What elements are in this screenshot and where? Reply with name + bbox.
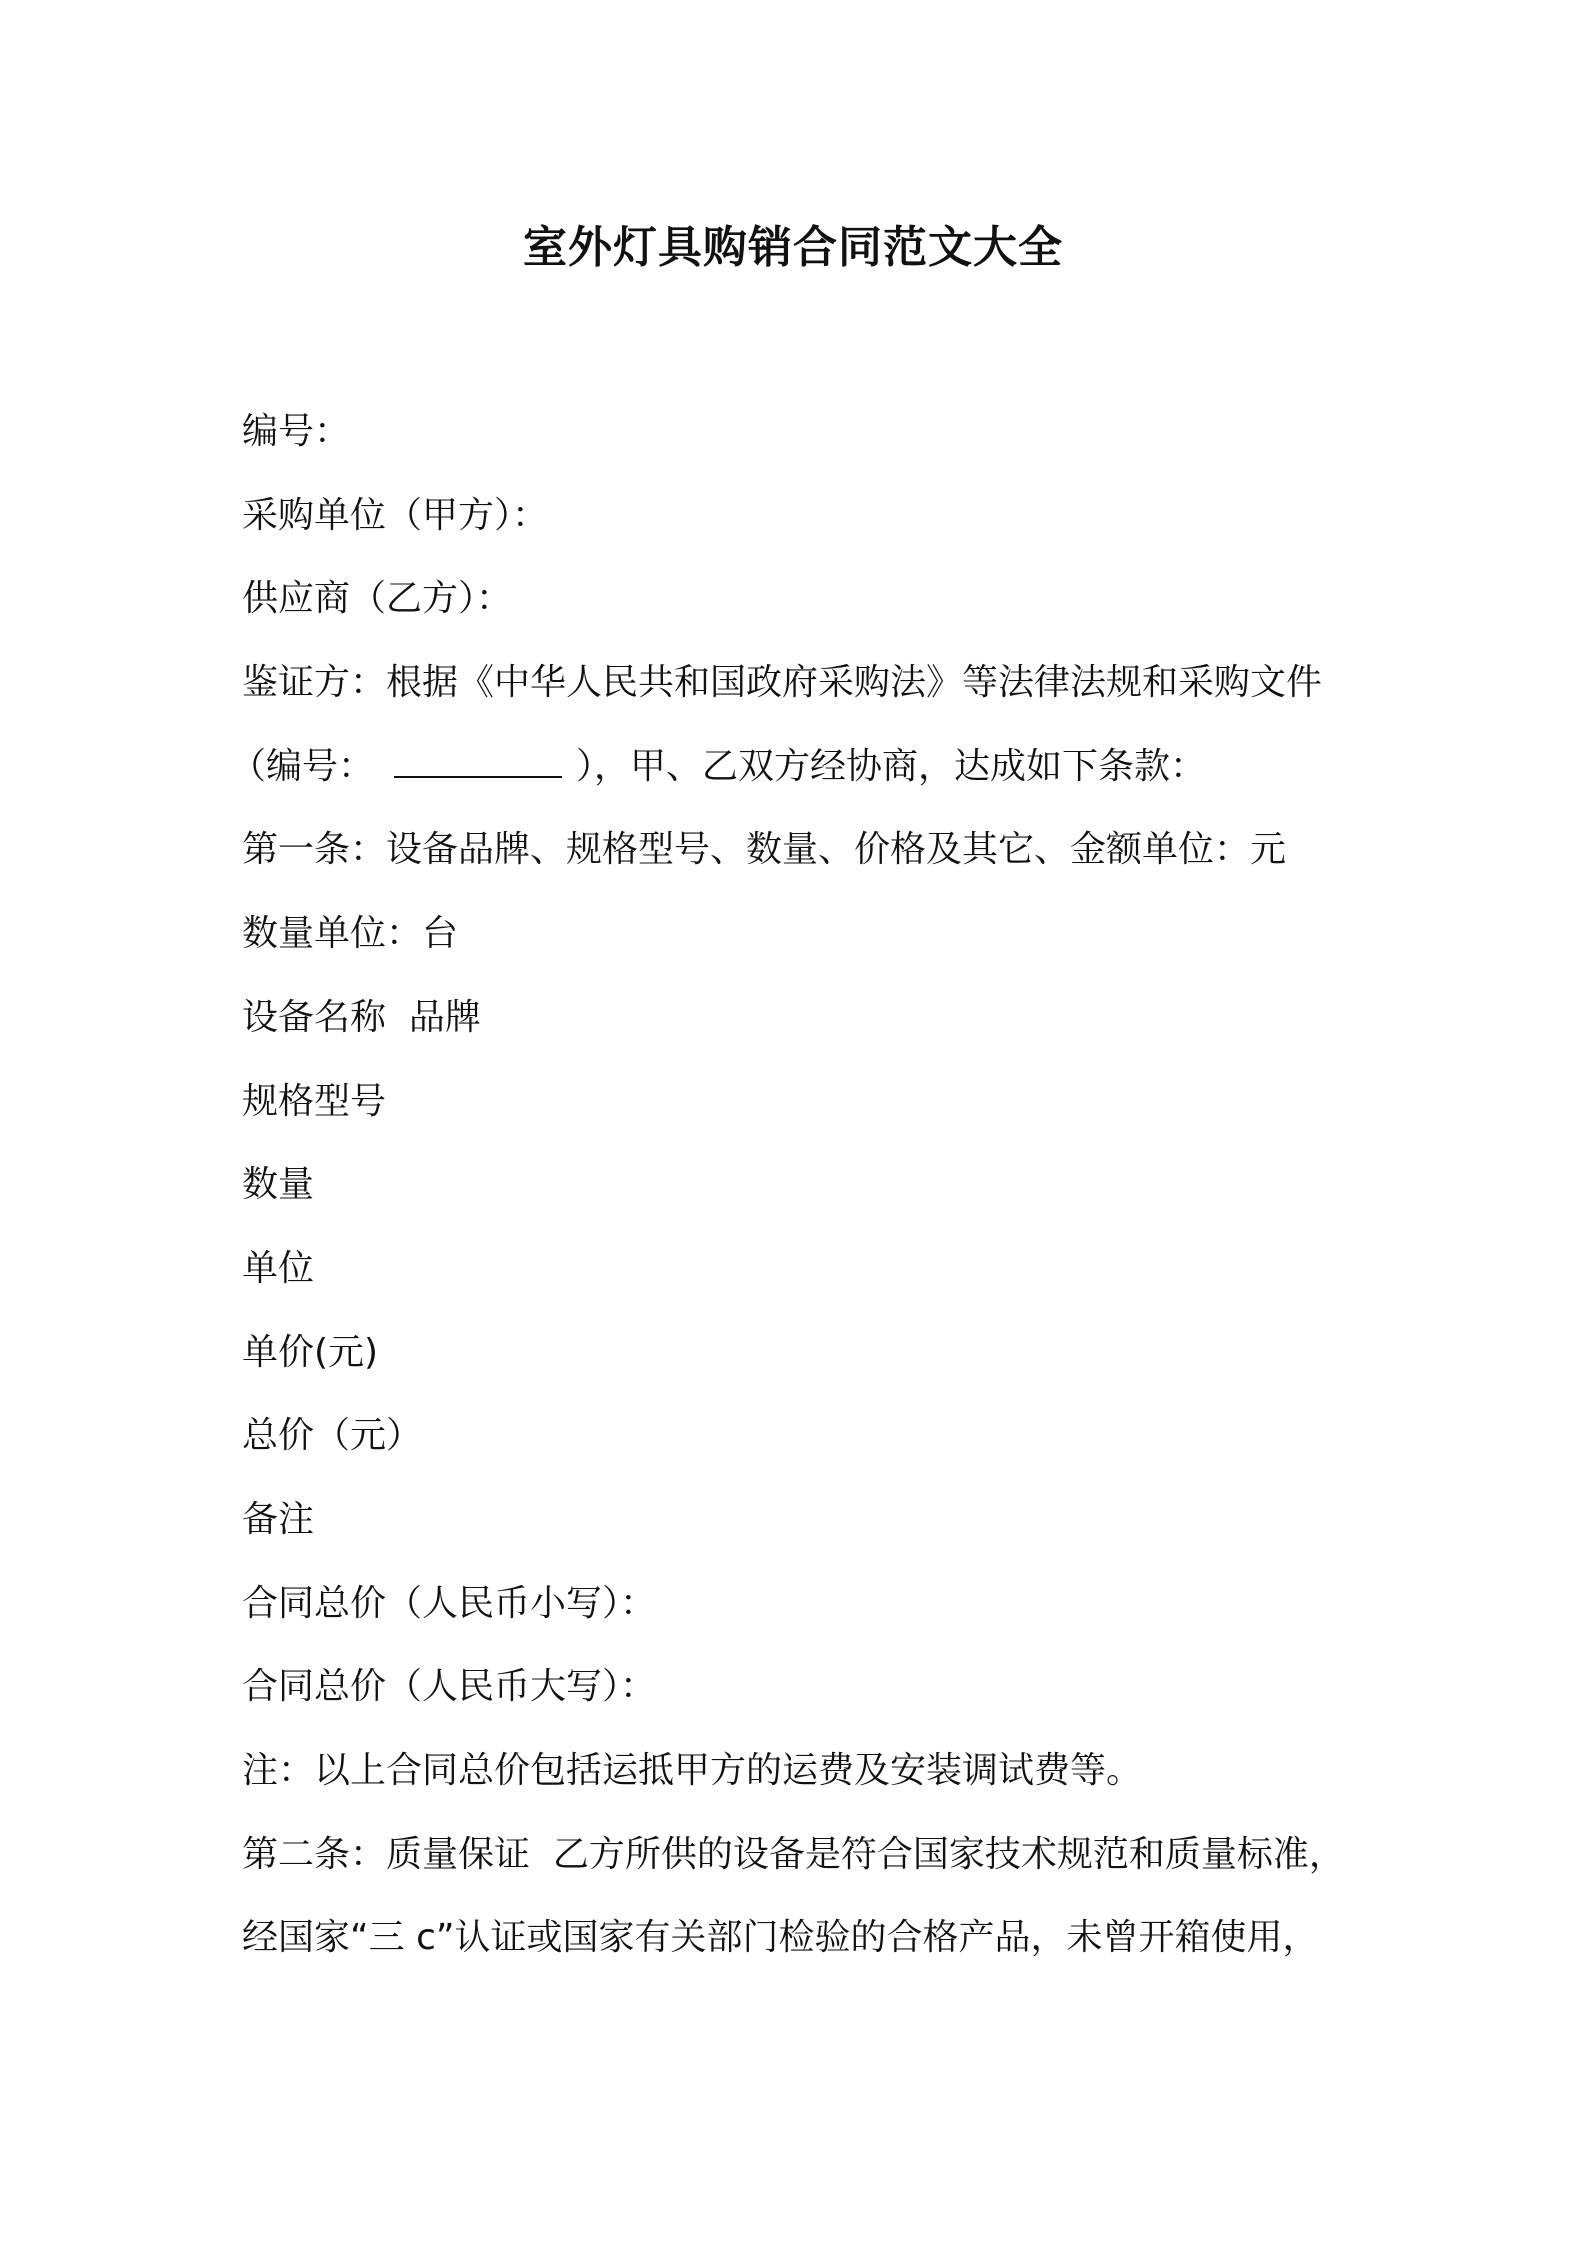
line-device-name-brand: 设备名称 品牌 xyxy=(242,996,481,1038)
line-unit-price: 单价(元) xyxy=(242,1331,379,1373)
line-witness-basis: 鉴证方：根据《中华人民共和国政府采购法》等法律法规和采购文件 xyxy=(242,662,1323,704)
line-total-uppercase: 合同总价（人民币大写）： xyxy=(242,1666,657,1708)
line-quantity-unit: 数量单位：台 xyxy=(242,913,459,955)
document-title: 室外灯具购销合同范文大全 xyxy=(523,222,1063,273)
line-unit: 单位 xyxy=(242,1247,315,1289)
line-article-1: 第一条：设备品牌、规格型号、数量、价格及其它、金额单位：元 xyxy=(242,829,1287,871)
document-body xyxy=(230,404,1372,1994)
procurement-number-suffix: ），甲、乙双方经协商，达成如下条款： xyxy=(576,745,1207,787)
line-quantity: 数量 xyxy=(242,1164,315,1206)
line-contract-number: 编号： xyxy=(242,411,351,452)
line-remarks: 备注 xyxy=(242,1498,315,1540)
procurement-number-blank xyxy=(394,740,562,778)
line-total-price: 总价（元） xyxy=(242,1415,423,1457)
line-article-2: 第二条：质量保证 乙方所供的设备是符合国家技术规范和质量标准， xyxy=(242,1833,1345,1875)
procurement-number-prefix: （编号： xyxy=(230,745,375,787)
line-procurement-number xyxy=(230,739,1372,823)
line-note: 注：以上合同总价包括运抵甲方的运费及安装调试费等。 xyxy=(242,1750,1143,1791)
line-total-lowercase: 合同总价（人民币小写）： xyxy=(242,1582,657,1624)
line-supplier: 供应商（乙方）： xyxy=(242,578,513,620)
line-spec-model: 规格型号 xyxy=(242,1080,387,1122)
line-certification: 经国家“三 c”认证或国家有关部门检验的合格产品，未曾开箱使用， xyxy=(242,1917,1319,1959)
line-purchaser: 采购单位（甲方）： xyxy=(242,494,549,536)
